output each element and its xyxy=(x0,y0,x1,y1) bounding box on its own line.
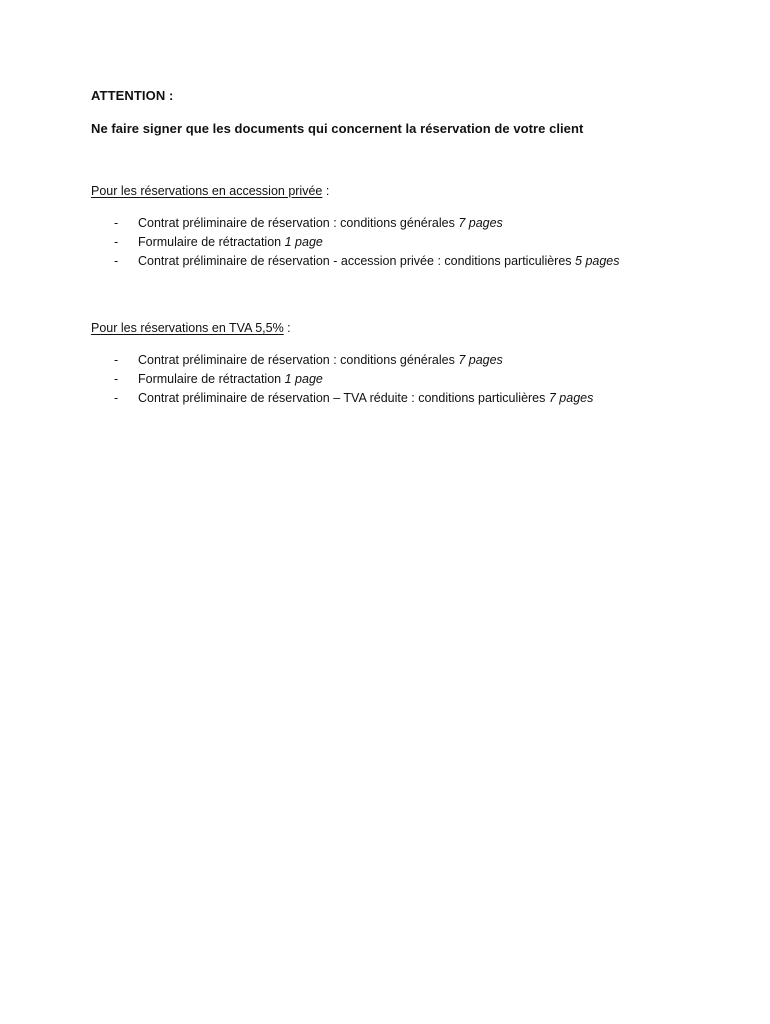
list-bullet: - xyxy=(114,216,119,230)
list-item xyxy=(91,389,731,408)
section-heading xyxy=(91,320,731,336)
list-item xyxy=(91,351,731,370)
attention-title: ATTENTION : xyxy=(91,88,174,103)
page-count: 7 pages xyxy=(458,353,503,367)
page-count: 7 pages xyxy=(548,391,594,405)
list-item xyxy=(91,252,731,271)
section-heading-colon: : xyxy=(283,321,291,335)
section-heading-text: Pour les réservations en TVA 5,5% xyxy=(91,321,284,335)
page-count: 1 page xyxy=(284,372,323,386)
list-item xyxy=(91,233,731,252)
document-name: Formulaire de rétractation xyxy=(138,372,282,386)
section-accession-privee xyxy=(91,183,731,271)
list-item xyxy=(91,370,731,389)
document-name: Formulaire de rétractation xyxy=(138,235,282,249)
document-name: Contrat préliminaire de réservation - accession privée : conditions particulières xyxy=(138,254,572,268)
section-heading-text: Pour les réservations en accession privée xyxy=(91,184,323,198)
list-bullet: - xyxy=(114,235,119,249)
document-list xyxy=(91,351,731,408)
section-heading-colon: : xyxy=(322,184,330,198)
section-heading xyxy=(91,183,731,199)
list-bullet: - xyxy=(114,254,119,268)
list-bullet: - xyxy=(114,391,119,405)
page-count: 5 pages xyxy=(575,254,620,268)
document-name: Contrat préliminaire de réservation : conditions générales xyxy=(138,353,455,367)
list-bullet: - xyxy=(114,372,119,386)
list-bullet: - xyxy=(114,353,119,367)
list-item xyxy=(91,214,731,233)
section-tva-reduite xyxy=(91,320,731,408)
page-count: 1 page xyxy=(284,235,323,249)
document-name: Contrat préliminaire de réservation – TVA réduite : conditions particulières xyxy=(138,391,546,405)
document-name: Contrat préliminaire de réservation : conditions générales xyxy=(138,216,455,230)
document-list xyxy=(91,214,731,271)
signing-warning: Ne faire signer que les documents qui concernent la réservation de votre client xyxy=(91,121,584,136)
page-count: 7 pages xyxy=(458,216,503,230)
